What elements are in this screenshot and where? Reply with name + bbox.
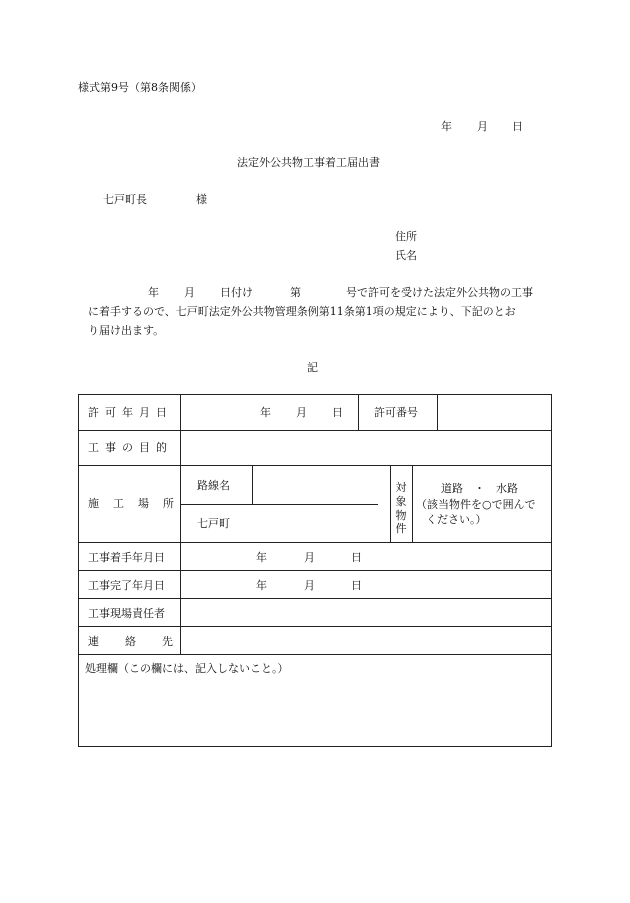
body-number-prefix: 第 <box>290 286 301 299</box>
target-note-line2: ください。） <box>426 513 487 526</box>
addressee-name: 七戸町長 <box>103 193 147 206</box>
target-property-label: 対 象 物 件 <box>395 481 407 536</box>
site-label: 施工場所 <box>88 497 188 510</box>
end-date-month: 月 <box>304 579 315 592</box>
permit-date-month: 月 <box>296 406 307 419</box>
body-month: 月 <box>184 286 195 299</box>
purpose-label: 工事の目的 <box>88 441 173 454</box>
end-date-label: 工事完了年月日 <box>88 579 165 592</box>
date-day: 日 <box>512 120 523 133</box>
permit-date-year: 年 <box>260 406 271 419</box>
body-dated: 日付け <box>220 286 253 299</box>
body-line3: り届け出ます。 <box>88 324 165 337</box>
end-date-day: 日 <box>351 579 362 592</box>
permit-date-day: 日 <box>332 406 343 419</box>
route-name-label: 路線名 <box>197 479 230 492</box>
site-manager-label: 工事現場責任者 <box>88 607 165 620</box>
address-label: 住所 <box>395 230 417 243</box>
start-date-day: 日 <box>351 551 362 564</box>
form-table <box>78 394 552 747</box>
addressee-honorific: 様 <box>196 193 207 206</box>
start-date-month: 月 <box>304 551 315 564</box>
contact-label: 連絡先 <box>88 635 199 648</box>
name-label: 氏名 <box>395 249 417 262</box>
permit-number-label: 許可番号 <box>374 406 418 419</box>
end-date-year: 年 <box>256 579 267 592</box>
town-name: 七戸町 <box>197 517 230 530</box>
start-date-year: 年 <box>256 551 267 564</box>
body-year: 年 <box>148 286 159 299</box>
date-year: 年 <box>441 120 452 133</box>
target-options: 道路 ・ 水路 <box>441 482 518 495</box>
target-note-line1: （該当物件を○で囲んで <box>416 498 536 511</box>
ki-label: 記 <box>307 361 318 374</box>
body-line2: に着手するので、七戸町法定外公共物管理条例第11条第1項の規定により、下記のとお <box>88 305 516 318</box>
form-number: 様式第9号（第8条関係） <box>78 81 202 94</box>
date-month: 月 <box>477 120 488 133</box>
permit-date-label: 許可年月日 <box>88 406 173 419</box>
processing-label: 処理欄（この欄には、記入しないこと。） <box>85 662 289 675</box>
page-title: 法定外公共物工事着工届出書 <box>237 156 380 169</box>
body-line1-end: 号で許可を受けた法定外公共物の工事 <box>346 286 533 299</box>
start-date-label: 工事着手年月日 <box>88 551 165 564</box>
